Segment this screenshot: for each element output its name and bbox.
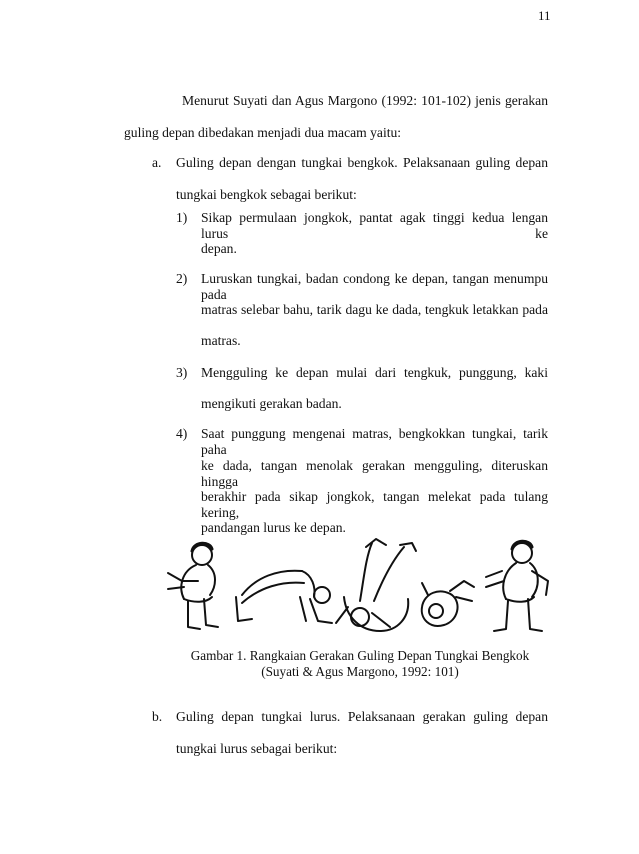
step-1-marker: 1) — [176, 210, 188, 225]
section-a-marker: a. — [152, 155, 162, 170]
crouch-start-figure — [168, 543, 218, 629]
page-number: 11 — [538, 8, 551, 23]
tuck-roll-figure — [422, 581, 474, 626]
step-3-line-2: mengikuti gerakan badan. — [201, 396, 342, 411]
step-1-line-1: Sikap permulaan jongkok, pantat agak tinggi kedua lengan lurus ke — [201, 210, 548, 241]
neck-roll-figure — [336, 539, 416, 631]
section-b-marker: b. — [152, 709, 163, 724]
figure-caption-line-2: (Suyati & Agus Margono, 1992: 101) — [261, 664, 459, 679]
section-b-line-2: tungkai lurus sebagai berikut: — [176, 741, 338, 756]
section-a-line-2: tungkai bengkok sebagai berikut: — [176, 187, 357, 202]
step-2-line-1: Luruskan tungkai, badan condong ke depan, tangan menumpu pada — [201, 271, 548, 302]
step-1-line-2: depan. — [201, 241, 237, 256]
step-2-marker: 2) — [176, 271, 188, 286]
step-2-line-2: matras selebar bahu, tarik dagu ke dada, tengkuk letakkan pada — [201, 302, 548, 317]
section-a-line-1: Guling depan dengan tungkai bengkok. Pelaksanaan guling depan — [176, 155, 548, 170]
intro-line-1: Menurut Suyati dan Agus Margono (1992: 101-102) jenis gerakan — [182, 93, 548, 108]
crouch-end-figure — [486, 541, 548, 631]
lean-forward-figure — [236, 571, 332, 623]
step-4-line-1: Saat punggung mengenai matras, bengkokkan tungkai, tarik paha — [201, 426, 548, 457]
step-4-line-3: berakhir pada sikap jongkok, tangan melekat pada tulang kering, — [201, 489, 548, 520]
step-2-line-3: matras. — [201, 333, 241, 348]
step-3-line-1: Mengguling ke depan mulai dari tengkuk, punggung, kaki — [201, 365, 548, 380]
forward-roll-figure-svg — [160, 537, 560, 639]
step-4-line-4: pandangan lurus ke depan. — [201, 520, 346, 535]
step-3-marker: 3) — [176, 365, 188, 380]
step-4-marker: 4) — [176, 426, 188, 441]
section-b-line-1: Guling depan tungkai lurus. Pelaksanaan gerakan guling depan — [176, 709, 548, 724]
step-4-line-2: ke dada, tangan menolak gerakan mengguling, diteruskan hingga — [201, 458, 548, 489]
intro-line-2: guling depan dibedakan menjadi dua macam yaitu: — [124, 125, 402, 140]
forward-roll-illustration — [160, 537, 560, 639]
figure-caption-line-1: Gambar 1. Rangkaian Gerakan Guling Depan Tungkai Bengkok — [190, 648, 530, 663]
